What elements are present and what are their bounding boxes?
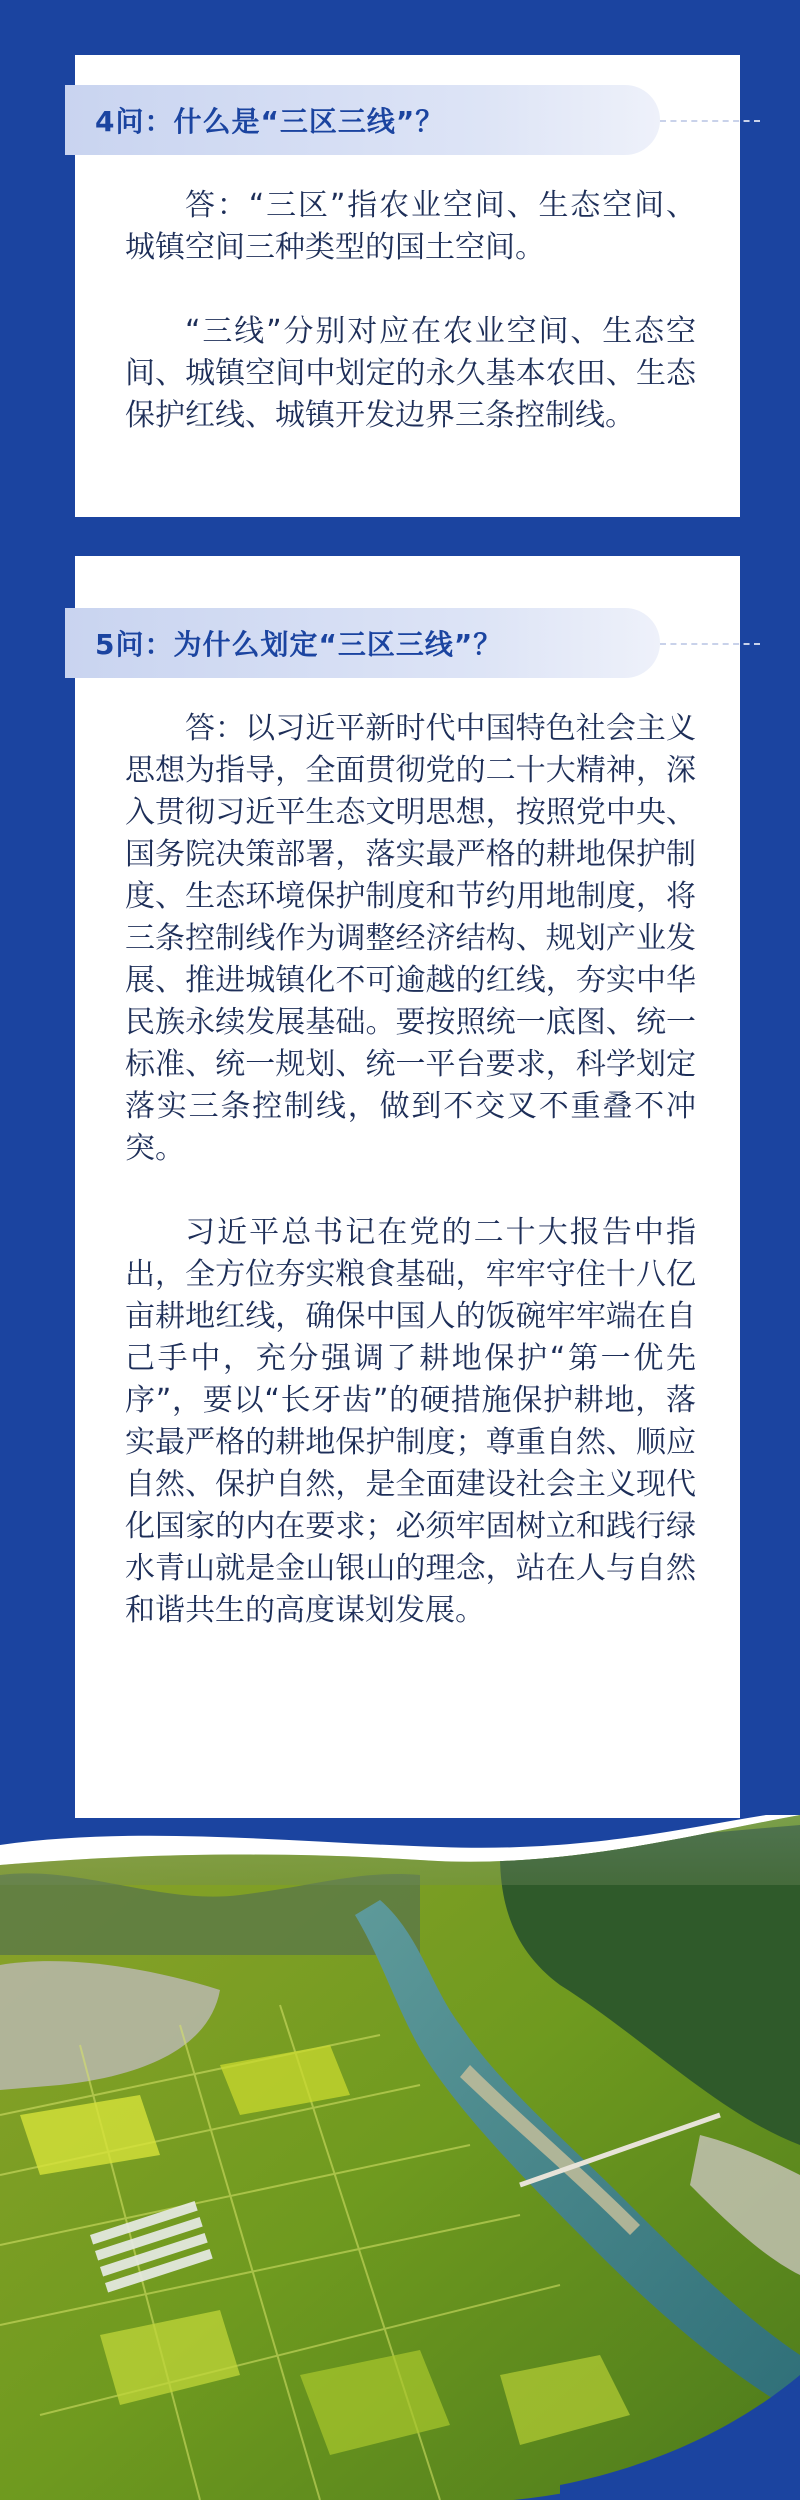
answer-paragraph: 答：“三区”指农业空间、生态空间、城镇空间三种类型的国土空间。 xyxy=(125,188,696,265)
landscape-illustration xyxy=(0,1815,800,2500)
answer-paragraph: 习近平总书记在党的二十大报告中指出，全方位夯实粮食基础，牢牢守住十八亿亩耕地红线，确保中国人的饭碗牢牢端在自己手中，充分强调了耕地保护“第一优先序”，要以“长牙齿”的硬措施保护耕地，落实最严格的耕地保护制度；尊重自然、顺应自然、保护自然，是全面建设社会主义现代化国家的内在要求；必须牢固树立和践行绿水青山就是金山银山的理念，站在人与自然和谐共生的高度谋划发展。 xyxy=(125,1215,696,1628)
qa-card-5 xyxy=(75,556,740,1818)
question-title: 4问：什么是“三区三线”？ xyxy=(95,105,445,138)
question-banner xyxy=(65,85,660,155)
qa-card-4 xyxy=(75,55,740,517)
dashed-divider xyxy=(660,643,760,645)
answer-paragraph: “三线”分别对应在农业空间、生态空间、城镇空间中划定的永久基本农田、生态保护红线、城镇开发边界三条控制线。 xyxy=(125,314,696,433)
question-title: 5问：为什么划定“三区三线”？ xyxy=(95,628,503,661)
question-banner xyxy=(65,608,660,678)
dashed-divider xyxy=(660,120,760,122)
answer-body xyxy=(75,185,740,437)
answer-paragraph: 答：以习近平新时代中国特色社会主义思想为指导，全面贯彻党的二十大精神，深入贯彻习近平生态文明思想，按照党中央、国务院决策部署，落实最严格的耕地保护制度、生态环境保护制度和节约用地制度，将三条控制线作为调整经济结构、规划产业发展、推进城镇化不可逾越的红线，夯实中华民族永续发展基础。要按照统一底图、统一标准、统一规划、统一平台要求，科学划定落实三条控制线，做到不交叉不重叠不冲突。 xyxy=(125,711,696,1166)
answer-body xyxy=(75,708,740,1632)
